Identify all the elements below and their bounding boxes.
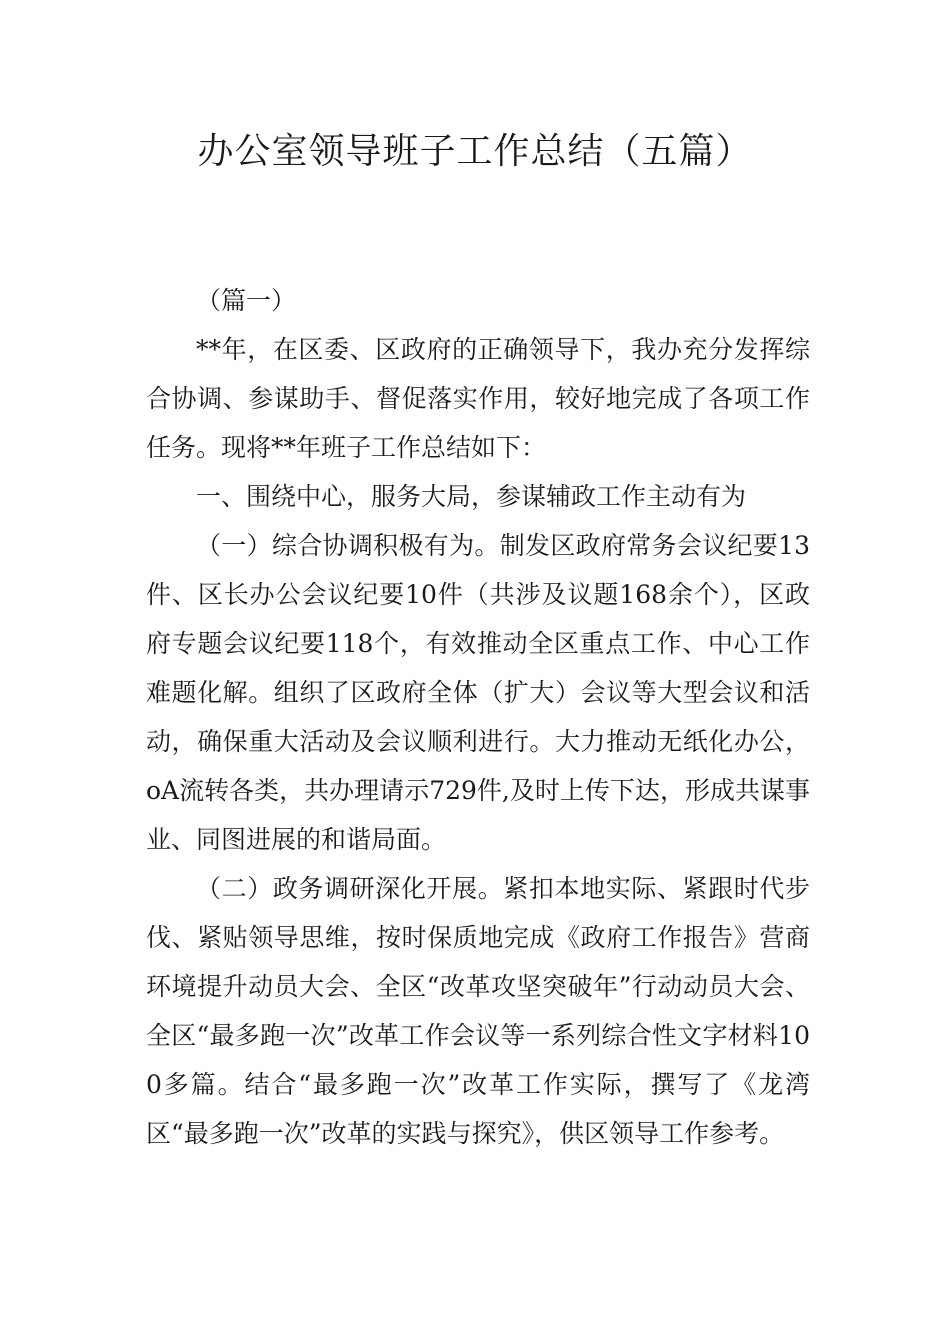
document-body (146, 276, 810, 1158)
intro-paragraph: **年，在区委、区政府的正确领导下，我办充分发挥综合协调、参谋助手、督促落实作用，较好地完成了各项工作任务。现将**年班子工作总结如下： (146, 335, 810, 462)
section-heading: 一、围绕中心，服务大局，参谋辅政工作主动有为 (196, 482, 747, 511)
section-label: （篇一） (196, 286, 297, 315)
paragraph-research: （二）政务调研深化开展。紧扣本地实际、紧跟时代步伐、紧贴领导思维，按时保质地完成《政府工作报告》营商环境提升动员大会、全区“改革攻坚突破年”行动动员大会、全区“最多跑一次”改革工作会议等一系列综合性文字材料100多篇。结合“最多跑一次”改革工作实际，撰写了《龙湾区“最多跑一次”改革的实践与探究》，供区领导工作参考。 (146, 874, 810, 1148)
paragraph-coordination: （一）综合协调积极有为。制发区政府常务会议纪要13件、区长办公会议纪要10件（共涉及议题168余个），区政府专题会议纪要118个，有效推动全区重点工作、中心工作难题化解。组织了区政府全体（扩大）会议等大型会议和活动，确保重大活动及会议顺利进行。大力推动无纸化办公，oA流转各类，共办理请示729件,及时上传下达，形成共谋事业、同图进展的和谐局面。 (146, 531, 810, 854)
document-title: 办公室领导班子工作总结（五篇） (197, 131, 753, 172)
